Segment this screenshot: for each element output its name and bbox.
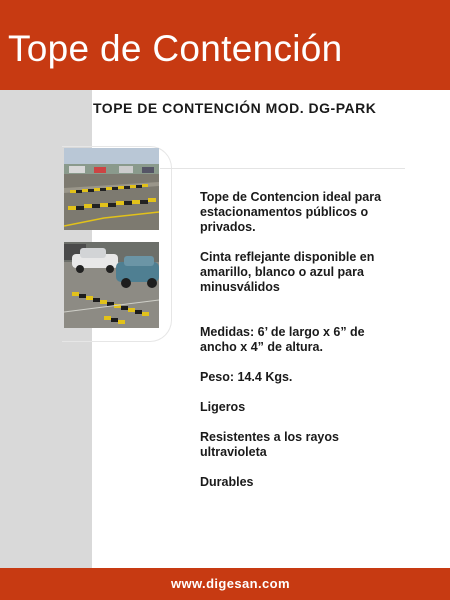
page-title: Tope de Contención xyxy=(8,28,343,69)
light-feature-text: Ligeros xyxy=(200,400,246,414)
description-text: Tope de Contencion ideal para estacionamentos públicos o privados. xyxy=(200,190,382,234)
product-description xyxy=(200,190,390,490)
weight-text: Peso: 14.4 Kgs. xyxy=(200,370,293,384)
measurements-text: Medidas: 6’ de largo x 6” de ancho x 4” de altura. xyxy=(200,325,365,354)
footer-bar xyxy=(0,568,450,600)
product-subtitle: TOPE DE CONTENCIÓN MOD. DG-PARK xyxy=(93,100,377,116)
parking-lot-photo xyxy=(64,148,159,230)
reflective-tape-text: Cinta reflejante disponible en amarillo, blanco o azul para minusválidos xyxy=(200,250,375,294)
header-corner xyxy=(0,72,92,90)
uv-resistant-text: Resistentes a los rayos ultravioleta xyxy=(200,430,339,459)
durable-feature-text: Durables xyxy=(200,475,254,489)
website-link[interactable]: www.digesan.com xyxy=(171,576,290,591)
parked-cars-photo xyxy=(64,242,159,328)
divider-line xyxy=(160,168,405,169)
